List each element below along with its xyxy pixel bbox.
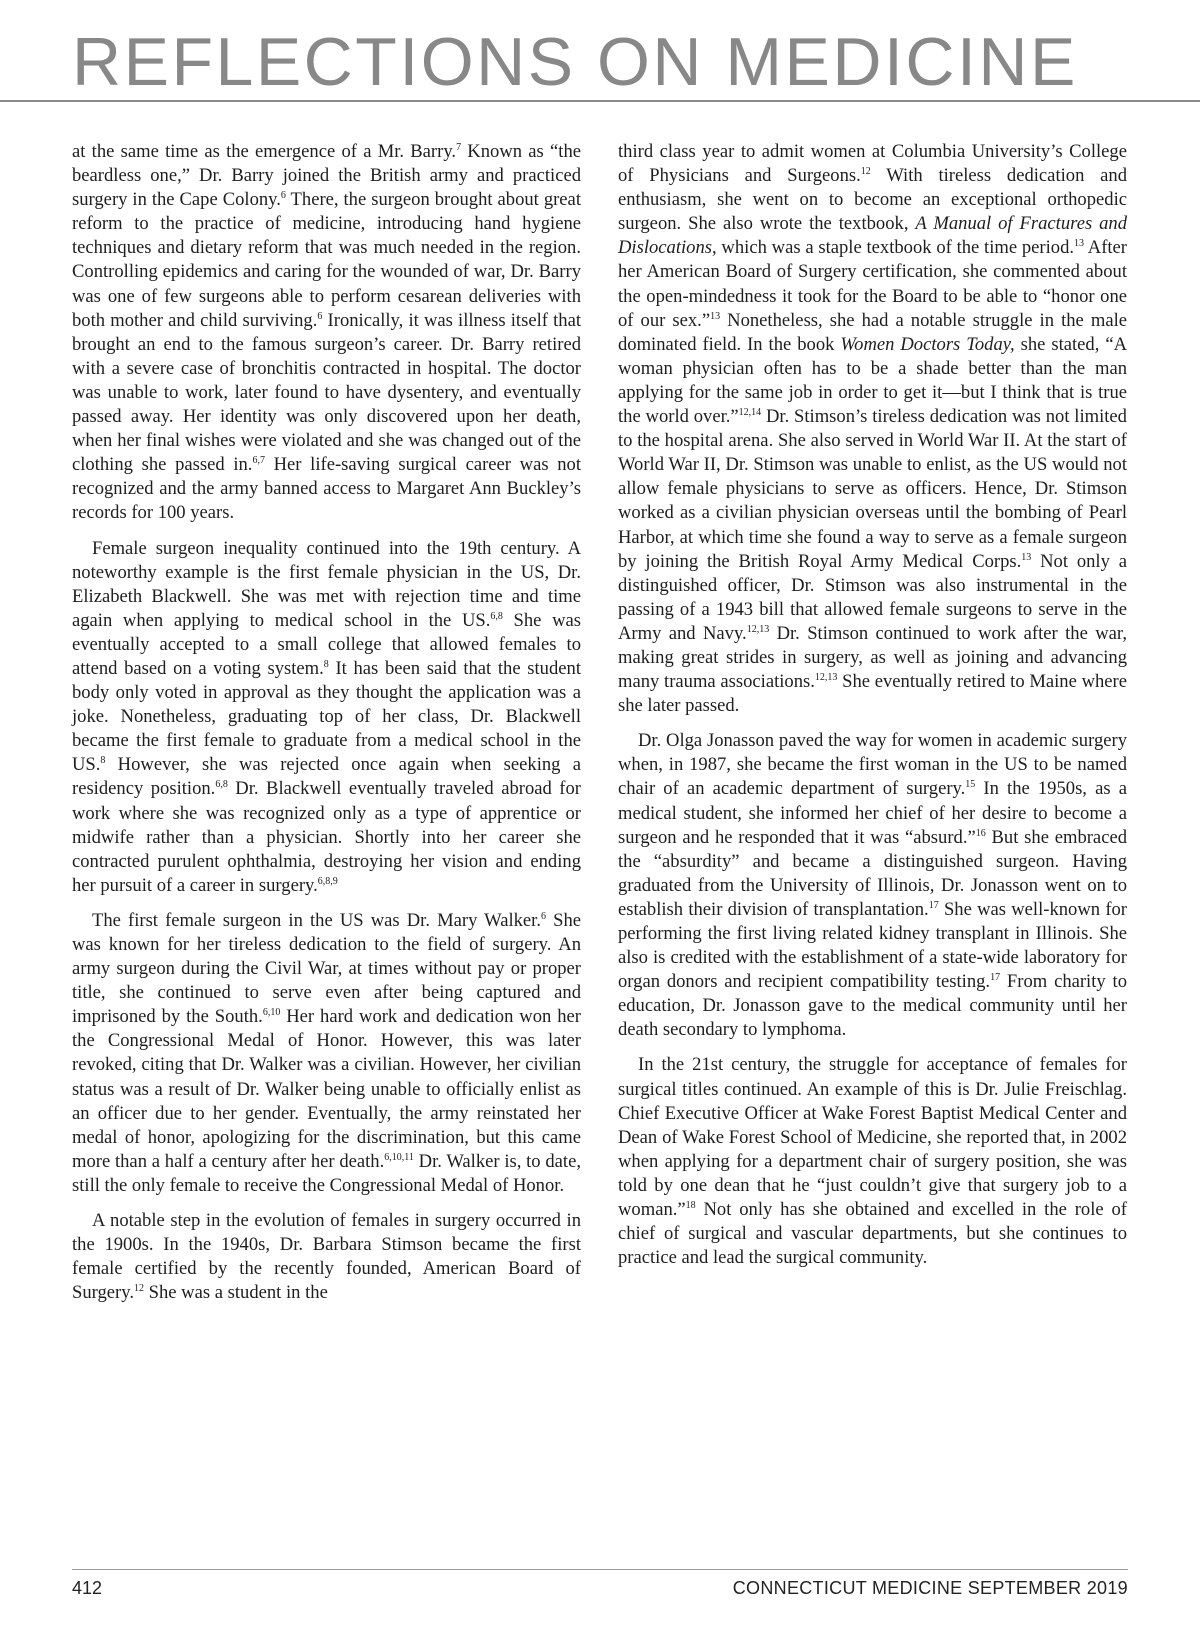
text-run: Not only has she obtained and excelled in the role of chief of surgical and vascular departments, but she continues to practice and lead the surgical community. bbox=[618, 1199, 1127, 1269]
text-run: She was known for her tireless dedication to the field of surgery. An army surgeon during the Civil War, at times without pay or proper title, she continued to serve even after being captured and imprisoned by the South. bbox=[72, 909, 582, 1028]
text-run: Dr. Olga Jonasson paved the way for women in academic surgery when, in 1987, she became the first woman in the US to be named chair of an academic department of surgery. bbox=[618, 730, 1127, 800]
citation: 6,10 bbox=[262, 1007, 281, 1019]
paragraph-walker bbox=[72, 909, 581, 1198]
text-run: She was well-known for performing the first living related kidney transplant in Illinois. She also is credited with the establishment of a state-wide laboratory for organ donors and recipient compatibility testing. bbox=[618, 898, 1128, 993]
citation: 6,7 bbox=[252, 455, 265, 467]
text-run: She eventually retired to Maine where she later passed. bbox=[618, 671, 1127, 717]
text-run: Nonetheless, she had a notable struggle in the male dominated field. In the book bbox=[618, 309, 1127, 355]
citation: 12,13 bbox=[814, 671, 838, 683]
page-number: 412 bbox=[72, 1578, 103, 1598]
citation: 6,8 bbox=[215, 779, 228, 791]
text-run: She was a student in the bbox=[143, 1282, 328, 1304]
text-run: With tireless dedication and enthusiasm, she went on to become an exceptional orthopedic surgeon. She also wrote the textbook, bbox=[618, 165, 1128, 235]
paragraph-barry bbox=[72, 140, 581, 526]
citation: 18 bbox=[685, 1199, 696, 1211]
paragraph-blackwell bbox=[72, 537, 581, 898]
citation: 12,14 bbox=[738, 406, 762, 418]
right-column bbox=[618, 140, 1127, 1281]
text-run: Known as “the beardless one,” Dr. Barry joined the British army and practiced surgery in the Cape Colony. bbox=[72, 141, 581, 211]
running-header-title: REFLECTIONS ON MEDICINE bbox=[72, 24, 1078, 100]
citation: 12,13 bbox=[746, 623, 770, 635]
citation: 15 bbox=[965, 779, 976, 791]
text-run: Female surgeon inequality continued into the 19th century. A noteworthy example is the first female physician in the US, Dr. Elizabeth Blackwell. She was met with rejection time and time again when applying to medical school in the US. bbox=[72, 537, 581, 631]
citation: 8 bbox=[323, 658, 329, 670]
header-divider bbox=[0, 100, 1200, 102]
text-run: After her American Board of Surgery certification, she commented about the open-mindedness it took for the Board to be able to “honor one of our sex.” bbox=[618, 237, 1128, 331]
citation: 6,10,11 bbox=[384, 1151, 414, 1163]
citation: 13 bbox=[1021, 551, 1032, 563]
text-run: Dr. Blackwell eventually traveled abroad for work where she was recognized only as a type of apprentice or midwife rather than a physician. Shortly into her career she contracted purulent ophthalmia, destroying her vision and ending her pursuit of a career in surgery. bbox=[72, 778, 581, 896]
citation: 17 bbox=[928, 899, 939, 911]
text-run: Ironically, it was illness itself that brought an end to the famous surgeon’s career. Dr. Barry retired with a severe case of bronchitis contracted in hospital. The doctor was unable to work, later found to have dysentery, and eventually passed away. Her identity was only discovered upon her death, when her final wishes were violated and she was changed out of the clothing she passed in. bbox=[72, 309, 581, 476]
text-run: third class year to admit women at Columbia University’s College of Physicians and Surgeons. bbox=[618, 141, 1127, 187]
text-run: In the 1950s, as a medical student, she informed her chief of her desire to become a surgeon and he responded that it was “absurd.” bbox=[618, 778, 1127, 848]
text-run: But she embraced the “absurdity” and became a distinguished surgeon. Having graduated from the University of Illinois, Dr. Jonasson went on to establish their division of transplantation. bbox=[618, 826, 1127, 920]
citation: 6 bbox=[280, 190, 286, 201]
citation: 7 bbox=[456, 141, 462, 153]
text-run: She was eventually accepted to a small college that allowed females to attend based on a voting system. bbox=[72, 609, 582, 679]
text-run: Dr. Stimson continued to work after the war, making great strides in surgery, as well as joining and advancing many trauma associations. bbox=[618, 622, 1127, 693]
text-run: However, she was rejected once again when seeking a residency position. bbox=[72, 754, 581, 800]
book-title-italic: Women Doctors Today, bbox=[840, 333, 1015, 355]
text-run: , which was a staple textbook of the time period. bbox=[712, 237, 1075, 259]
text-run: Her life-saving surgical career was not recognized and the army banned access to Margaret Ann Buckley’s records for 100 years. bbox=[72, 454, 582, 524]
citation: 6 bbox=[317, 310, 323, 322]
book-title-italic: A Manual of Fractures and Dislocations bbox=[618, 213, 1128, 259]
text-run: Not only a distinguished officer, Dr. Stimson was also instrumental in the passing of a 1943 bill that allowed female surgeons to serve in the Army and Navy. bbox=[618, 550, 1127, 644]
citation: 12 bbox=[860, 165, 871, 177]
text-run: she stated, “A woman physician often has to be a shade better than the man applying for the same job in order to get it—but I think that is true the world over.” bbox=[618, 333, 1128, 428]
text-run: There, the surgeon brought about great reform to the practice of medicine, introducing hand hygiene techniques and dietary reform that was much needed in the region. Controlling epidemics and caring for the wounded of war, Dr. Barry was one of few surgeons able to perform cesarean deliveries with both mother and child surviving. bbox=[72, 189, 581, 331]
text-run: In the 21st century, the struggle for acceptance of females for surgical titles continued. An example of this is Dr. Julie Freischlag. Chief Executive Officer at Wake Forest Baptist Medical Center and Dean of Wake Forest School of Medicine, she reported that, in 2002 when applying for a department chair of surgery position, she was told by one dean that he “just couldn’t give that surgery job to a woman.” bbox=[618, 1054, 1127, 1221]
citation: 17 bbox=[990, 972, 1001, 983]
citation: 16 bbox=[975, 827, 986, 839]
text-run: From charity to education, Dr. Jonasson gave to the medical community until her death secondary to lymphoma. bbox=[618, 971, 1127, 1041]
citation: 8 bbox=[100, 755, 106, 767]
citation: 6,8,9 bbox=[317, 875, 338, 887]
paragraph-jonasson bbox=[618, 729, 1127, 1042]
text-run: at the same time as the emergence of a Mr. Barry. bbox=[72, 141, 457, 162]
footer-divider bbox=[72, 1569, 1128, 1570]
citation: 12 bbox=[133, 1283, 144, 1295]
citation: 13 bbox=[710, 310, 721, 322]
text-run: The first female surgeon in the US was Dr. Mary Walker. bbox=[92, 909, 541, 931]
paragraph-freischlag bbox=[618, 1053, 1127, 1270]
left-column bbox=[72, 140, 581, 1316]
text-run: A notable step in the evolution of females in surgery occurred in the 1900s. In the 1940s, Dr. Barbara Stimson became the first female certified by the recently founded, American Board of Surgery. bbox=[72, 1210, 581, 1304]
text-run: Her hard work and dedication won her the Congressional Medal of Honor. However, this was later revoked, citing that Dr. Walker was a civilian. However, her civilian status was a result of Dr. Walker being unable to officially enlist as an officer due to her gender. Eventually, the army reinstated her medal of honor, apologizing for the discrimination, but this came more than a half a century after her death. bbox=[72, 1006, 581, 1172]
citation: 6,8 bbox=[490, 610, 503, 622]
text-run: Dr. Walker is, to date, still the only female to receive the Congressional Medal of Honor. bbox=[72, 1150, 581, 1196]
text-run: Dr. Stimson’s tireless dedication was not limited to the hospital arena. She also served in World War II. At the start of World War II, Dr. Stimson was unable to enlist, as the US would not allow female physicians to serve as officers. Hence, Dr. Stimson worked as a civilian physician overseas until the bombing of Pearl Harbor, at which time she found a way to serve as a female surgeon by joining the British Royal Army Medical Corps. bbox=[618, 406, 1127, 572]
paragraph-stimson bbox=[618, 140, 1127, 718]
journal-issue: CONNECTICUT MEDICINE SEPTEMBER 2019 bbox=[732, 1578, 1128, 1598]
paragraph-stimson-intro bbox=[72, 1209, 581, 1305]
text-run: It has been said that the student body only voted in approval as they thought the application was a joke. Nonetheless, graduating top of her class, Dr. Blackwell became the first female to graduate from a medical school in the US. bbox=[72, 657, 581, 776]
citation: 13 bbox=[1074, 238, 1085, 250]
citation: 6 bbox=[541, 910, 546, 922]
